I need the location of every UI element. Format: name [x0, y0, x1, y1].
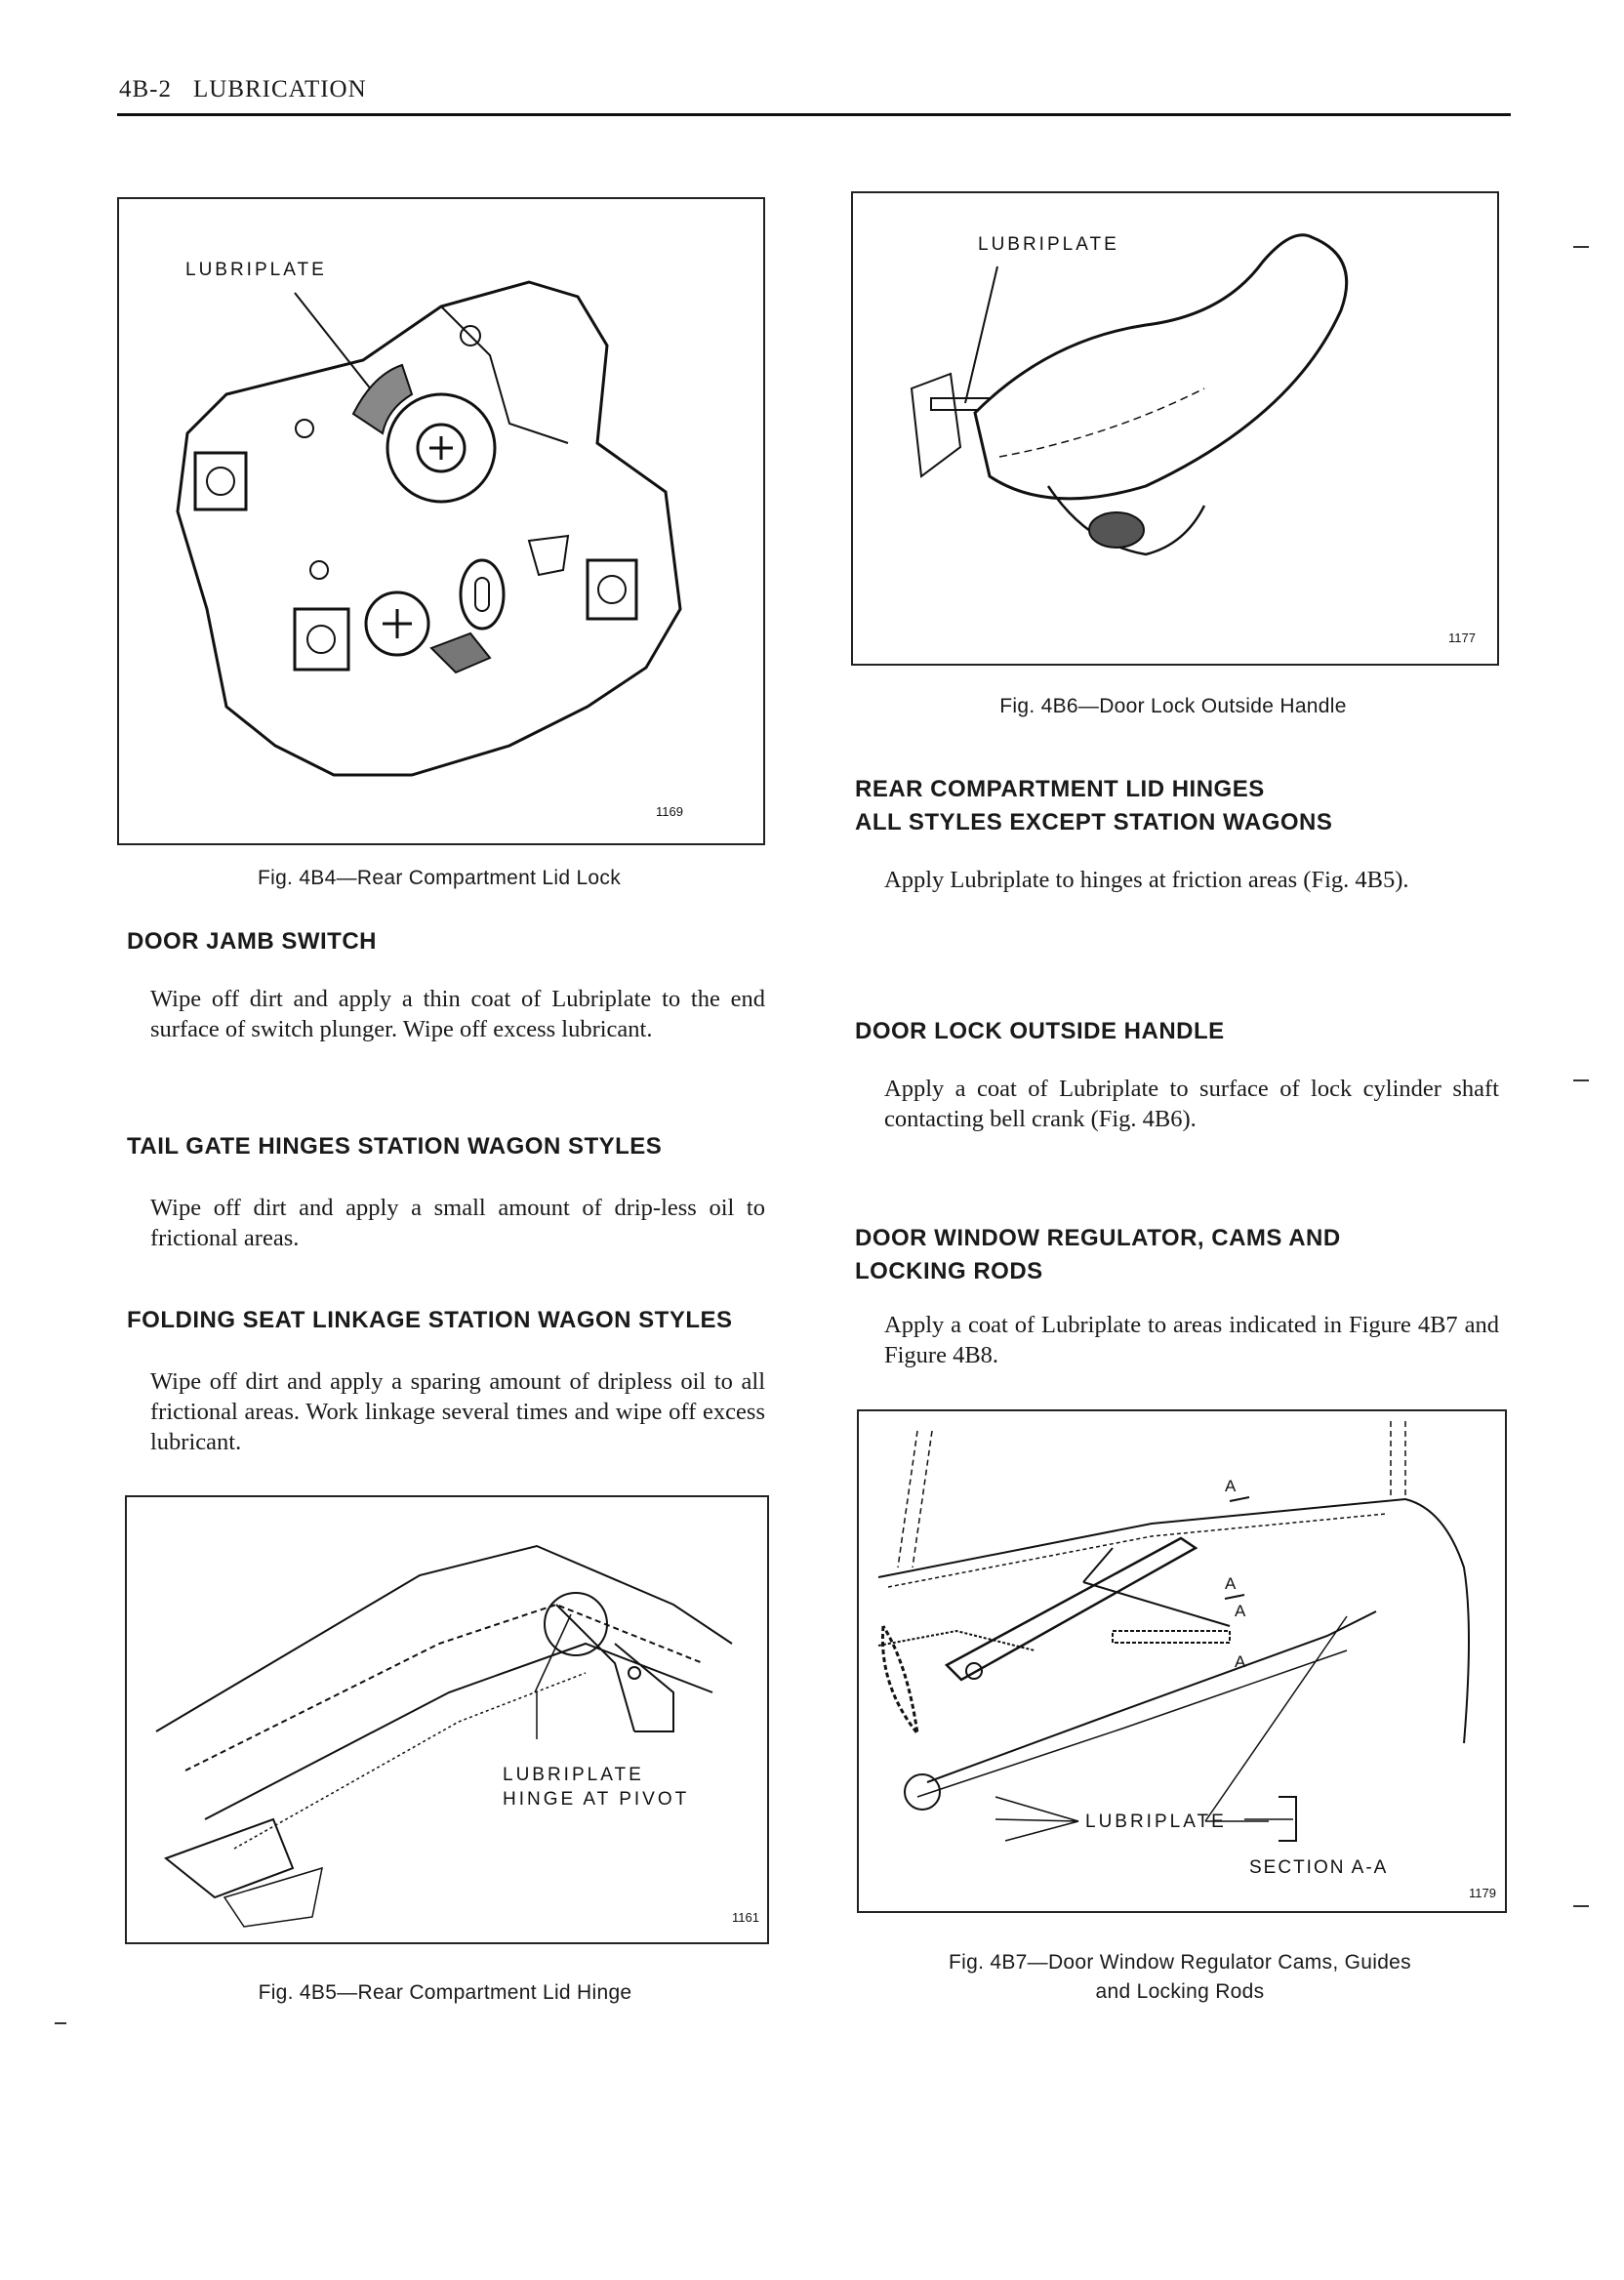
margin-mark [55, 2022, 66, 2024]
heading-folding-seat-linkage: FOLDING SEAT LINKAGE STATION WAGON STYLES [127, 1307, 733, 1333]
heading-door-lock-outside-handle: DOOR LOCK OUTSIDE HANDLE [855, 1018, 1225, 1044]
section-marker-4: A [1235, 1652, 1246, 1671]
figure-4b7-caption: Fig. 4B7—Door Window Regulator Cams, Guides and Locking Rods [949, 1951, 1411, 2003]
header-rule [117, 113, 1511, 116]
figure-4b5-caption: Fig. 4B5—Rear Compartment Lid Hinge [258, 1981, 632, 2004]
rear-compartment-lid-hinge-illustration [127, 1497, 767, 1942]
heading-door-jamb-switch: DOOR JAMB SWITCH [127, 928, 377, 955]
figure-4b6 [851, 191, 1499, 666]
figure-4b4 [117, 197, 765, 845]
paragraph-tail-gate-hinges: Wipe off dirt and apply a small amount of drip-less oil to frictional areas. [150, 1195, 765, 1251]
paragraph-door-window-regulator: Apply a coat of Lubriplate to areas indicated in Figure 4B7 and Figure 4B8. [884, 1312, 1499, 1368]
section-marker-1: A [1225, 1477, 1237, 1495]
section-marker-2: A [1225, 1574, 1237, 1593]
figure-number: 1161 [732, 1910, 759, 1925]
figure-number: 1177 [1448, 631, 1476, 645]
heading-door-window-regulator: DOOR WINDOW REGULATOR, CAMS AND LOCKING RODS [855, 1225, 1341, 1284]
page-header [119, 76, 367, 103]
margin-mark [1573, 1905, 1589, 1907]
figure-4b7 [857, 1409, 1507, 1913]
figure-label-line2: HINGE AT PIVOT [503, 1789, 690, 1810]
door-window-regulator-illustration [859, 1411, 1505, 1911]
heading-rear-compartment-lid-hinges: REAR COMPARTMENT LID HINGES ALL STYLES EXCEPT STATION WAGONS [855, 776, 1333, 835]
page-title: LUBRICATION [193, 76, 367, 102]
section-label: SECTION A-A [1249, 1857, 1389, 1878]
paragraph-rear-compartment-lid-hinges: Apply Lubriplate to hinges at friction areas (Fig. 4B5). [884, 867, 1409, 893]
figure-label: LUBRIPLATE [1085, 1812, 1227, 1832]
margin-mark [1573, 246, 1589, 248]
figure-label-line1: LUBRIPLATE [503, 1765, 644, 1785]
margin-mark [1573, 1079, 1589, 1081]
paragraph-folding-seat-linkage: Wipe off dirt and apply a sparing amount of dripless oil to all frictional areas. Work linkage several times and wipe off excess lubricant. [150, 1368, 765, 1455]
figure-label: LUBRIPLATE [978, 234, 1119, 255]
figure-number: 1169 [656, 804, 683, 819]
paragraph-door-lock-outside-handle: Apply a coat of Lubriplate to surface of lock cylinder shaft contacting bell crank (Fig. 4B6). [884, 1076, 1499, 1132]
figure-4b5 [125, 1495, 769, 1944]
figure-4b6-caption: Fig. 4B6—Door Lock Outside Handle [999, 695, 1347, 717]
figure-number: 1179 [1469, 1886, 1496, 1900]
paragraph-door-jamb-switch: Wipe off dirt and apply a thin coat of Lubriplate to the end surface of switch plunger. Wipe off excess lubricant. [150, 986, 765, 1042]
heading-tail-gate-hinges: TAIL GATE HINGES STATION WAGON STYLES [127, 1133, 663, 1160]
page-number: 4B-2 [119, 76, 172, 102]
figure-label: LUBRIPLATE [185, 260, 327, 280]
section-marker-3: A [1235, 1602, 1246, 1620]
rear-compartment-lid-lock-illustration [119, 199, 763, 843]
figure-4b4-caption: Fig. 4B4—Rear Compartment Lid Lock [257, 867, 622, 889]
door-lock-outside-handle-illustration [853, 193, 1497, 664]
